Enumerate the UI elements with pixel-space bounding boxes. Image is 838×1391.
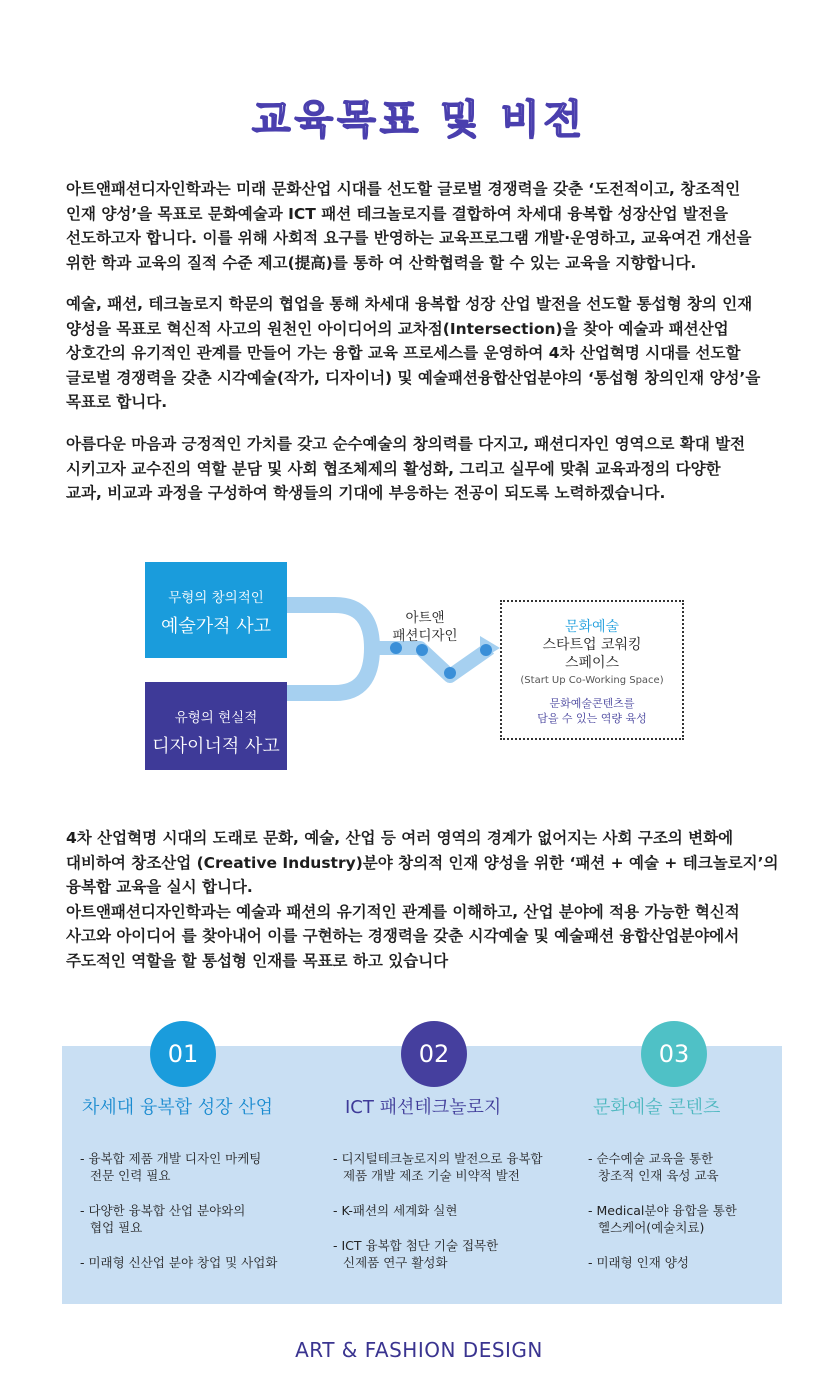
flow-label-line: 패션디자인 [392,628,458,644]
flow-label-line: 아트앤 [405,610,445,626]
list-item [333,1150,543,1184]
list-item [588,1254,737,1271]
text-line: 대비하여 창조산업 (Creative Industry)분야 창의적 인재 양성을 위한 ‘패션 + 예술 + 테크놀로지’의 [66,853,779,872]
text-line: 인재 양성’을 목표로 문화예술과 ICT 패션 테크놀로지를 결합하여 차세대 융복합 성장산업 발전을 [66,204,728,223]
result-title: 문화예술 [564,619,620,635]
column-items [80,1150,277,1289]
list-item [80,1254,277,1271]
column-title: 문화예술 콘텐츠 [593,1097,721,1118]
number-badge-03: 03 [641,1021,707,1087]
number-badge-02: 02 [401,1021,467,1087]
item-line: - 디지털테크놀로지의 발전으로 융복합 [333,1151,543,1166]
text-line: 양성을 목표로 혁신적 사고의 원천인 아이디어의 교차점(Intersection)을 찾아 예술과 패션산업 [66,319,729,338]
item-line: 전문 인력 필요 [90,1168,171,1183]
text-line: 선도하고자 합니다. 이를 위해 사회적 요구를 반영하는 교육프로그램 개발·운영하고, 교육여건 개선을 [66,229,752,247]
designer-thinking-box [145,682,287,770]
item-line: 신제품 연구 활성화 [343,1255,448,1270]
text-line: 글로벌 경쟁력을 갖춘 시각예술(작가, 디자이너) 및 예술패션융합산업분야의 ‘통섭형 창의인재 양성’을 [66,368,761,387]
text-line: 아름다운 마음과 긍정적인 가치를 갖고 순수예술의 창의력를 다지고, 패션디자인 영역으로 확대 발전 [66,435,746,453]
column-title: ICT 패션테크놀로지 [345,1097,502,1118]
text-line: 예술, 패션, 테크놀로지 학문의 협업을 통해 차세대 융복합 성장 산업 발전을 선도할 통섭형 창의 인재 [66,295,753,313]
number-badge-01: 01 [150,1021,216,1087]
item-line: - 순수예술 교육을 통한 [588,1151,714,1166]
box-title: 예술가적 사고 [160,616,272,637]
item-line: 창조적 인재 육성 교육 [598,1168,719,1183]
item-line: 헬스케어(예술치료) [598,1220,705,1235]
column-items [333,1150,543,1289]
column-items [588,1150,737,1289]
box-subtitle: 무형의 창의적인 [168,590,264,606]
result-line: 스페이스 [564,655,620,671]
text-line: 위한 학과 교육의 질적 수준 제고(提高)를 통하 여 산학협력을 할 수 있는 교육을 지향합니다. [66,253,697,272]
text-line: 4차 산업혁명 시대의 도래로 문화, 예술, 산업 등 여러 영역의 경계가 없어지는 사회 구조의 변화에 [66,829,734,847]
item-line: 제품 개발 제조 기술 비약적 발전 [343,1168,520,1183]
text-line: 상호간의 유기적인 관계를 만들어 가는 융합 교육 프로세스를 운영하여 4차 산업혁명 시대를 선도할 [66,344,741,362]
item-line: - K-패션의 세계화 실현 [333,1203,458,1218]
list-item [333,1237,543,1271]
footer-brand: ART & FASHION DESIGN [295,1338,543,1362]
result-line: 스타트업 코워킹 [542,637,642,653]
item-line: - 미래형 신산업 분야 창업 및 사업화 [80,1255,278,1270]
list-item [333,1202,543,1219]
box-subtitle: 유형의 현실적 [174,710,258,726]
item-line: - Medical분야 융합을 통한 [588,1203,737,1218]
industry-paragraph [66,826,786,973]
list-item [80,1150,277,1184]
result-note: 담을 수 있는 역량 육성 [537,712,647,725]
list-item [588,1202,737,1236]
item-line: 협업 필요 [90,1220,143,1235]
list-item [588,1150,737,1184]
text-line: 시키고자 교수진의 역할 분담 및 사회 협조체제의 활성화, 그리고 실무에 맞춰 교육과정의 다양한 [66,459,721,478]
artistic-thinking-box [145,562,287,658]
item-line: - 다양한 융복합 산업 분야와의 [80,1203,246,1218]
result-note: 문화예술콘텐츠를 [549,697,635,710]
text-line: 주도적인 역할을 할 통섭형 인재를 목표로 하고 있습니다 [66,951,449,970]
box-title: 디자이너적 사고 [152,736,280,757]
result-english: (Start Up Co-Working Space) [520,675,664,686]
text-line: 목표로 합니다. [66,393,168,411]
column-title: 차세대 융복합 성장 산업 [82,1097,274,1118]
text-line: 교과, 비교과 과정을 구성하여 학생들의 기대에 부응하는 전공이 되도록 노력하겠습니다. [66,484,666,502]
flow-label [384,609,466,645]
list-item [80,1202,277,1236]
item-line: - 융복합 제품 개발 디자인 마케팅 [80,1151,262,1166]
text-line: 아트앤패션디자인학과는 예술과 패션의 유기적인 관계를 이해하고, 산업 분야에 적용 가능한 혁신적 [66,902,740,921]
item-line: - ICT 융복합 첨단 기술 접목한 [333,1238,499,1253]
text-line: 아트앤패션디자인학과는 미래 문화산업 시대를 선도할 글로벌 경쟁력을 갖춘 ‘도전적이고, 창조적인 [66,180,741,198]
page-title: 교육목표 및 비전 [251,97,587,143]
text-line: 융복합 교육을 실시 합니다. [66,878,253,896]
item-line: - 미래형 인재 양성 [588,1255,689,1270]
result-box [500,600,684,740]
text-line: 사고와 아이디어 를 찾아내어 이를 구현하는 경쟁력을 갖춘 시각예술 및 예술패션 융합산업분야에서 [66,927,740,945]
